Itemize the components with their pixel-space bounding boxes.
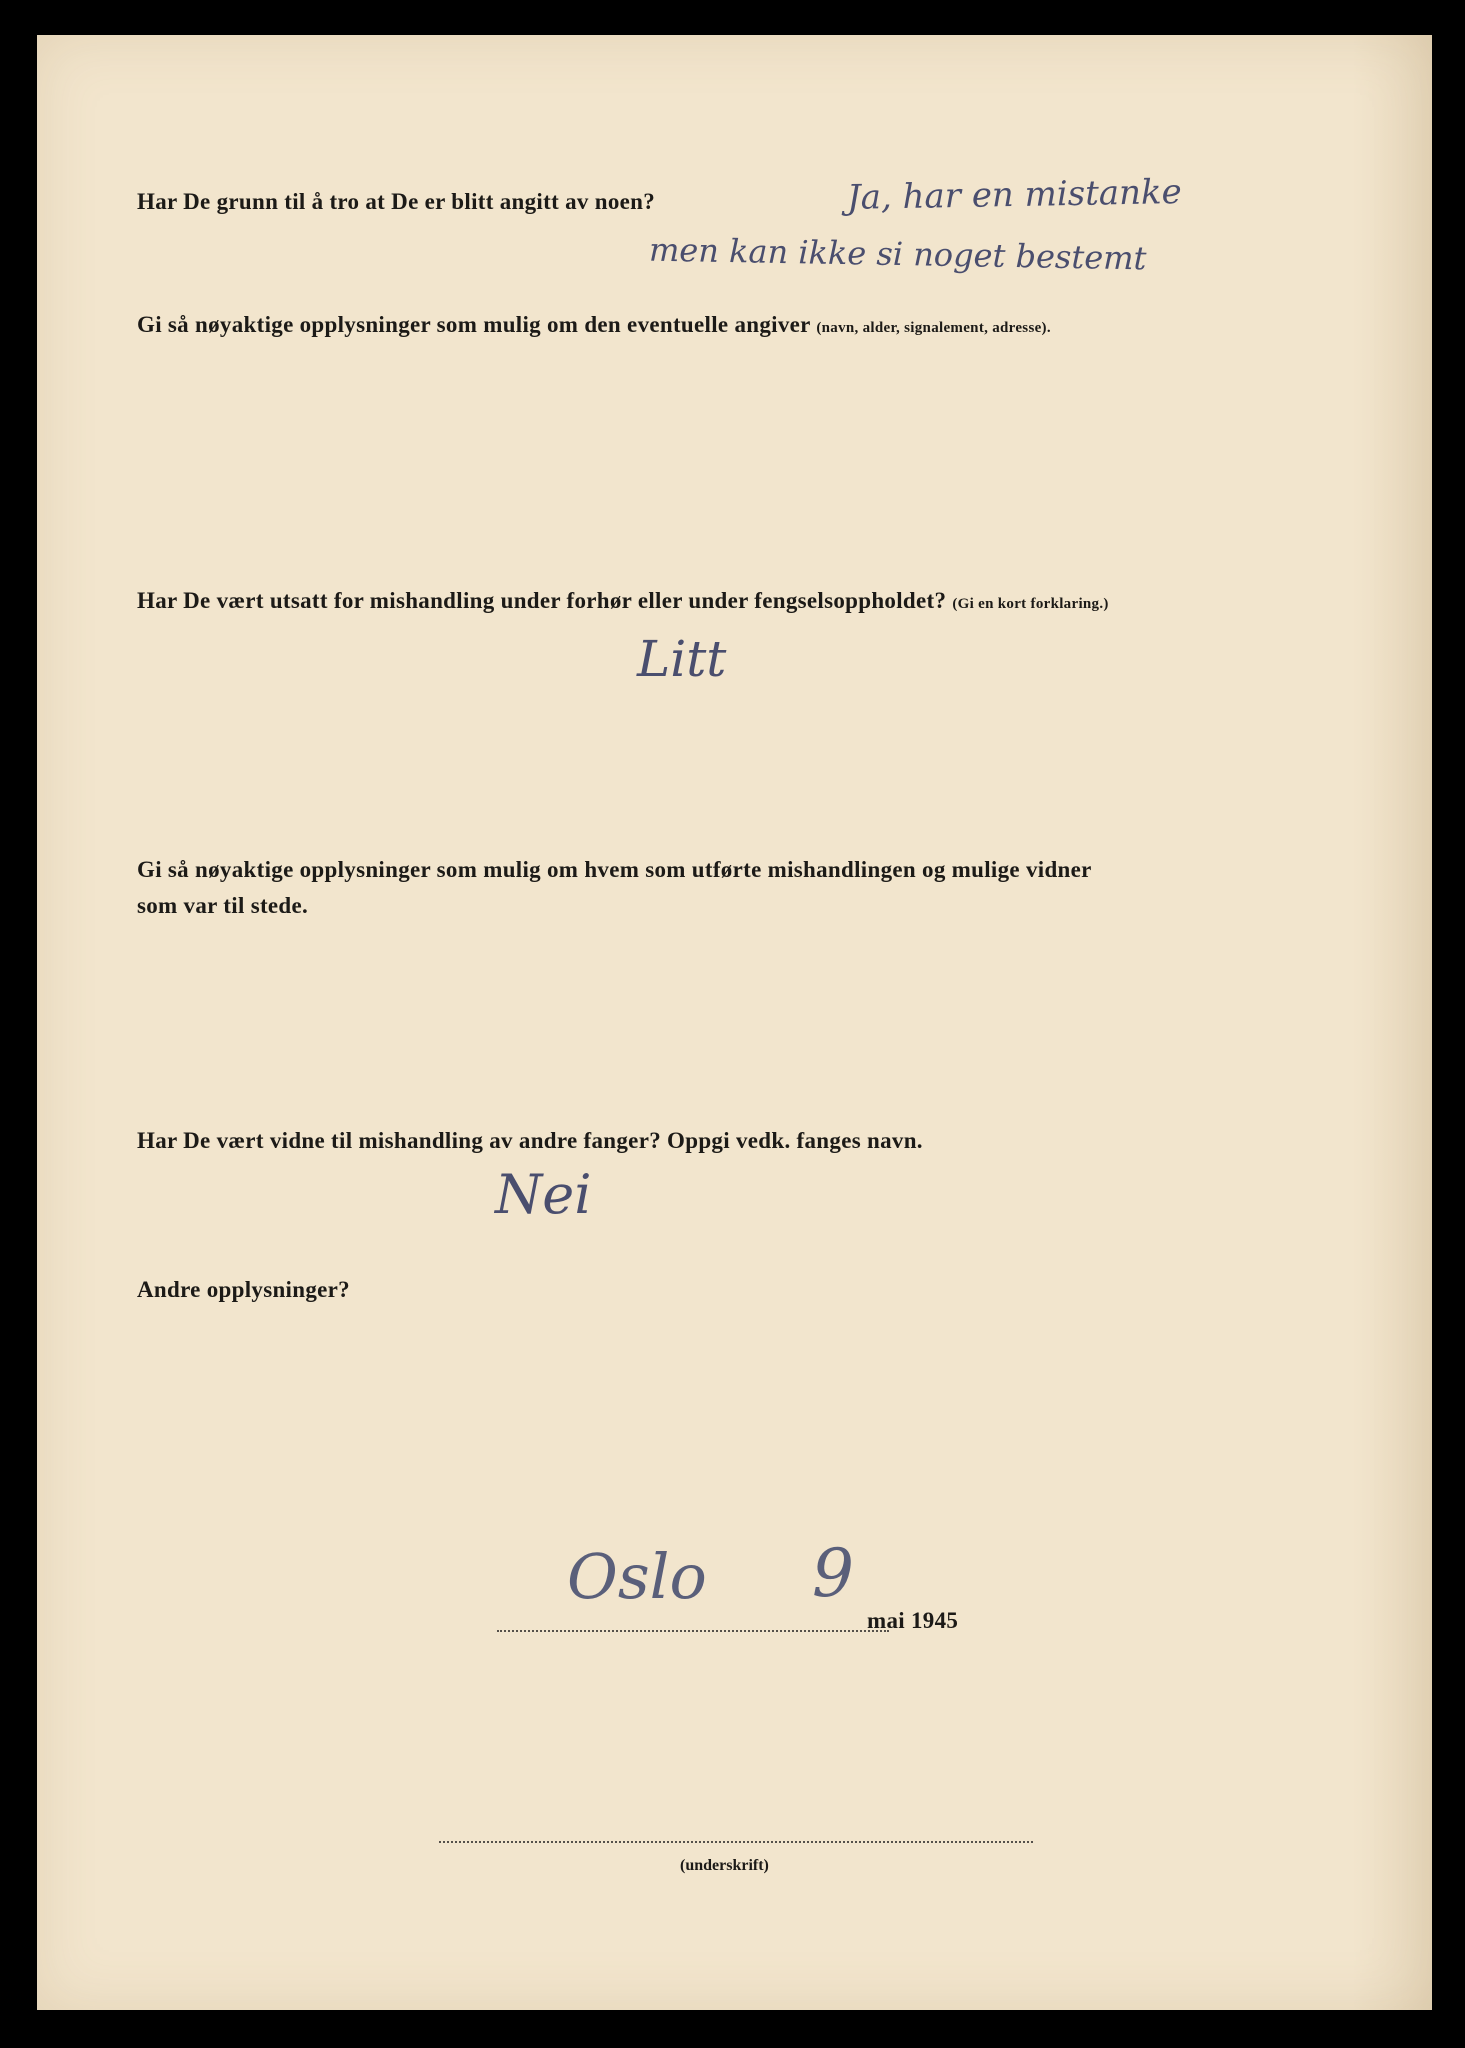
question-mistreatment <box>137 588 1109 614</box>
signature-dotted-line <box>439 1841 1033 1843</box>
page-edge-shadow <box>1352 35 1432 2010</box>
answer-mistreatment: Litt <box>637 630 727 688</box>
question-witness: Har De vært vidne til mishandling av andre fanger? Oppgi vedk. fanges navn. <box>137 1128 923 1153</box>
signature-caption: (underskrift) <box>680 1857 769 1874</box>
question-informer-details-note: (navn, alder, signalement, adresse). <box>816 320 1051 336</box>
question-perpetrators-line2: som var til stede. <box>137 893 309 918</box>
question-other-info: Andre opplysninger? <box>137 1277 350 1302</box>
question-mistreatment-note: (Gi en kort forklaring.) <box>952 596 1109 612</box>
question-perpetrators-line1: Gi så nøyaktige opplysninger som mulig om hvem som utførte mishandlingen og mulige vidner <box>137 857 1092 882</box>
question-informer-details <box>137 312 1051 338</box>
date-printed: mai 1945 <box>867 1608 959 1633</box>
document-page <box>37 35 1432 2010</box>
date-dotted-line <box>497 1630 889 1632</box>
question-informer-details-main: Gi så nøyaktige opplysninger som mulig om den eventuelle angiver <box>137 312 811 337</box>
answer-denounced-line2: men kan ikke si noget bestemt <box>648 230 1147 278</box>
question-denounced: Har De grunn til å tro at De er blitt angitt av noen? <box>137 189 656 214</box>
answer-witness: Nei <box>495 1163 592 1226</box>
day-handwritten: 9 <box>812 1535 854 1612</box>
place-handwritten: Oslo <box>567 1540 707 1613</box>
answer-denounced-line1: Ja, har en mistanke <box>846 172 1183 218</box>
question-mistreatment-main: Har De vært utsatt for mishandling under forhør eller under fengselsoppholdet? <box>137 588 947 613</box>
